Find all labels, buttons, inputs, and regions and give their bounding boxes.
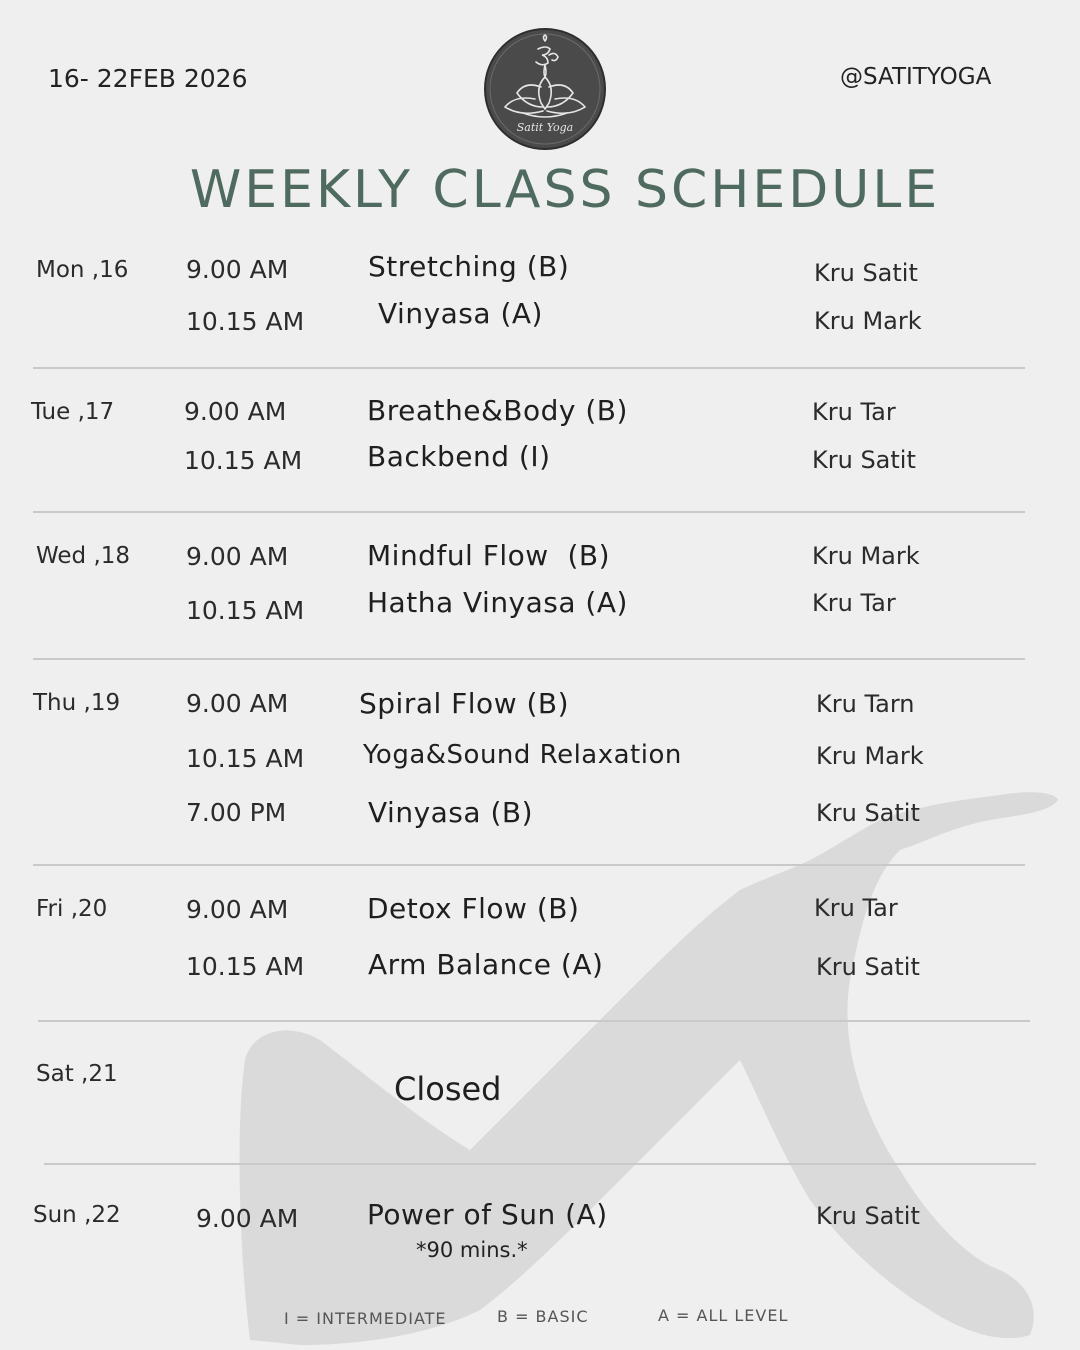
class-time: 9.00 AM — [196, 1204, 299, 1233]
class-teacher: Kru Mark — [812, 542, 920, 570]
class-time: 10.15 AM — [184, 446, 303, 475]
class-time: 9.00 AM — [186, 689, 289, 718]
class-time: 10.15 AM — [186, 307, 305, 336]
class-teacher: Kru Tar — [812, 398, 896, 426]
class-teacher: Kru Satit — [816, 953, 920, 981]
class-teacher: Kru Satit — [816, 799, 920, 827]
class-name: Stretching (B) — [368, 250, 570, 283]
class-name: Yoga&Sound Relaxation — [363, 740, 682, 770]
class-teacher: Kru Mark — [814, 307, 922, 335]
class-name: Mindful Flow (B) — [367, 539, 611, 572]
legend-intermediate: I = INTERMEDIATE — [284, 1309, 447, 1328]
day-label: Tue ,17 — [31, 399, 115, 425]
class-name: Vinyasa (A) — [378, 297, 543, 330]
class-time: 10.15 AM — [186, 596, 305, 625]
divider — [38, 1020, 1030, 1022]
class-name: Hatha Vinyasa (A) — [367, 586, 628, 619]
closed-label: Closed — [394, 1070, 502, 1108]
day-label: Wed ,18 — [36, 543, 131, 569]
day-label: Fri ,20 — [36, 896, 108, 922]
divider — [33, 658, 1025, 660]
class-name: Spiral Flow (B) — [359, 687, 570, 720]
legend-all-level: A = ALL LEVEL — [658, 1306, 789, 1325]
class-name: Power of Sun (A) — [367, 1198, 608, 1231]
divider — [44, 1163, 1036, 1165]
class-time: 9.00 AM — [186, 542, 289, 571]
social-handle: @SATITYOGA — [840, 64, 992, 90]
day-label: Mon ,16 — [36, 257, 129, 283]
class-teacher: Kru Satit — [814, 259, 918, 287]
class-duration-note: *90 mins.* — [416, 1238, 528, 1262]
class-teacher: Kru Tarn — [816, 690, 915, 718]
day-label: Sat ,21 — [36, 1061, 118, 1087]
class-name: Backbend (I) — [367, 440, 551, 473]
class-teacher: Kru Satit — [816, 1202, 920, 1230]
class-teacher: Kru Tar — [814, 894, 898, 922]
class-name: Detox Flow (B) — [367, 892, 580, 925]
class-teacher: Kru Satit — [812, 446, 916, 474]
satit-yoga-logo — [483, 27, 607, 151]
class-name: Arm Balance (A) — [368, 948, 604, 981]
class-time: 10.15 AM — [186, 744, 305, 773]
divider — [33, 864, 1025, 866]
class-time: 9.00 AM — [186, 255, 289, 284]
logo-text: Satit Yoga — [516, 121, 574, 134]
date-range: 16- 22FEB 2026 — [48, 64, 248, 93]
divider — [33, 367, 1025, 369]
class-time: 10.15 AM — [186, 952, 305, 981]
day-label: Thu ,19 — [33, 690, 121, 716]
page-title: WEEKLY CLASS SCHEDULE — [189, 160, 941, 220]
class-name: Vinyasa (B) — [368, 796, 533, 829]
class-time: 7.00 PM — [186, 798, 287, 827]
class-teacher: Kru Mark — [816, 742, 924, 770]
class-time: 9.00 AM — [186, 895, 289, 924]
day-label: Sun ,22 — [33, 1202, 121, 1228]
class-name: Breathe&Body (B) — [367, 394, 628, 427]
class-teacher: Kru Tar — [812, 589, 896, 617]
divider — [33, 511, 1025, 513]
class-time: 9.00 AM — [184, 397, 287, 426]
legend-basic: B = BASIC — [497, 1307, 589, 1326]
